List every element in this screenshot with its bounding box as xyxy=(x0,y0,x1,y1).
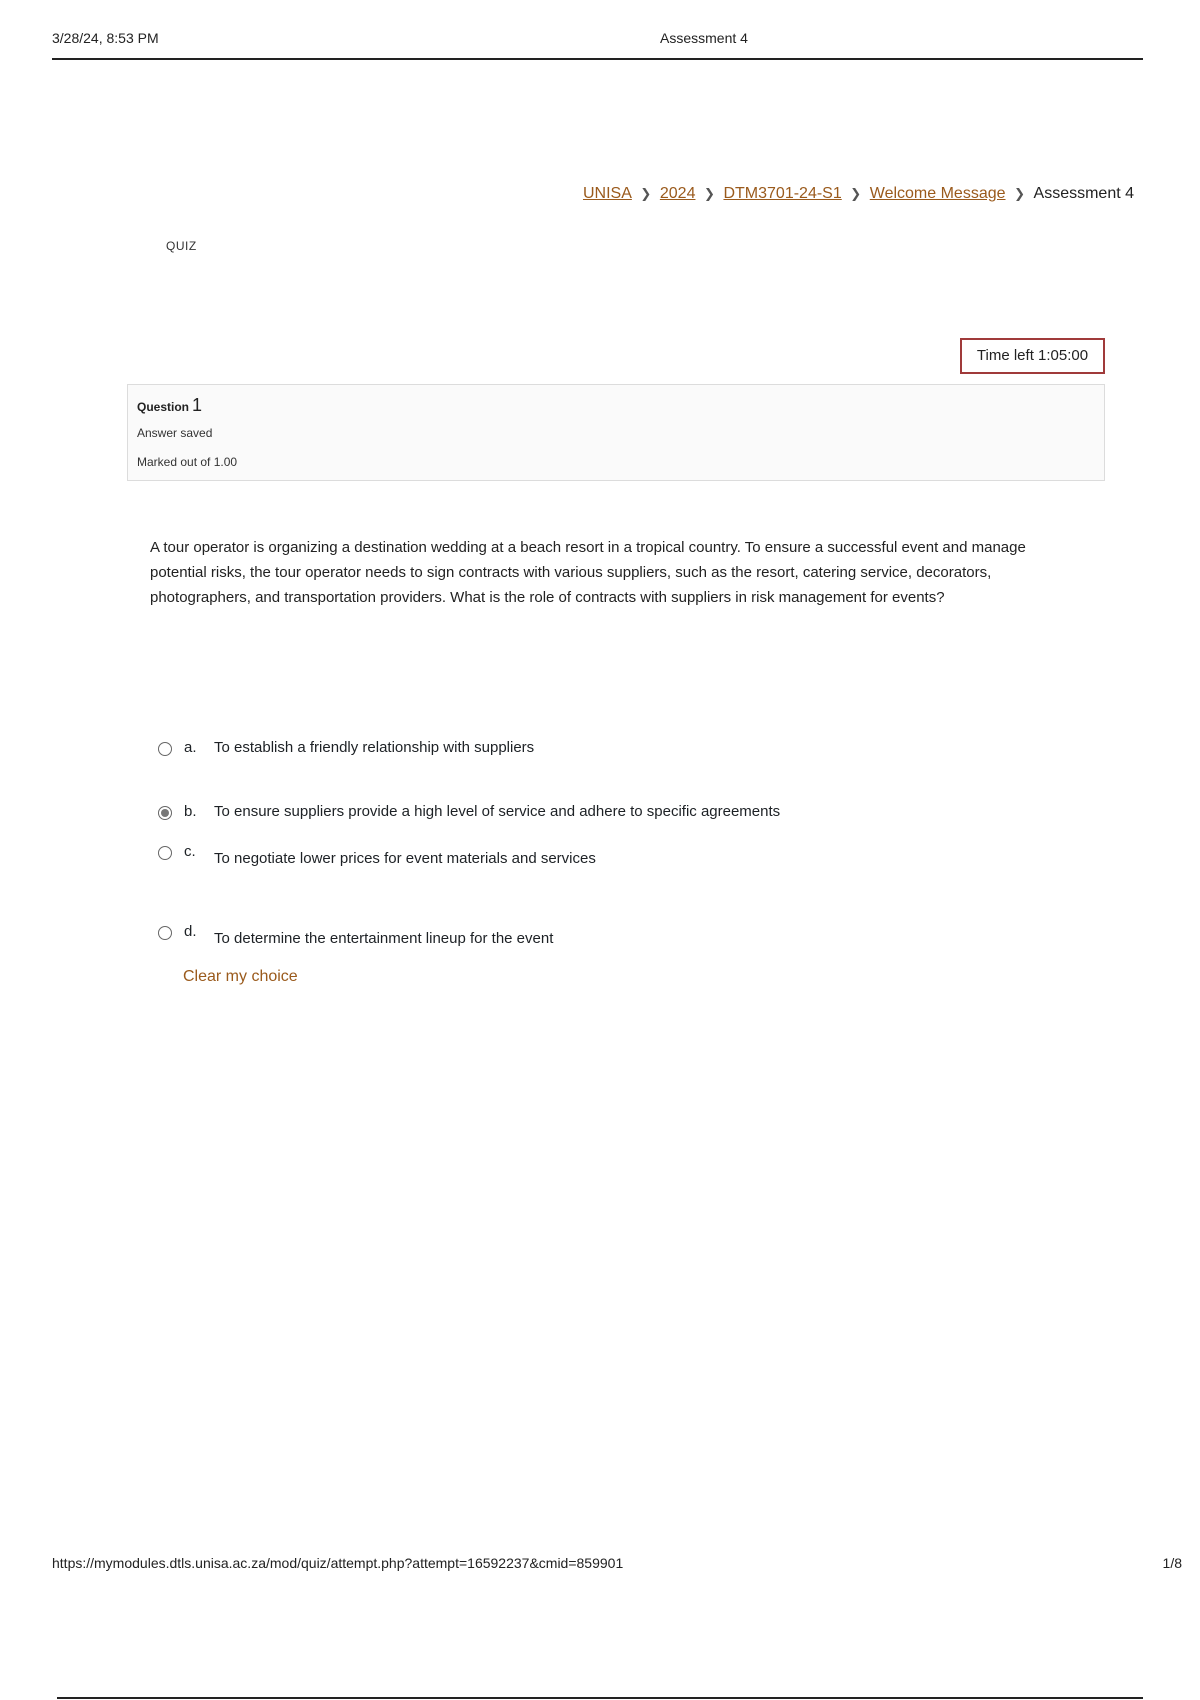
question-state: Answer saved xyxy=(137,426,213,440)
answer-text[interactable]: To ensure suppliers provide a high level of service and adhere to specific agreements xyxy=(214,803,781,820)
radio-button-b[interactable] xyxy=(158,806,172,820)
answer-letter: b. xyxy=(184,803,197,820)
question-grade: Marked out of 1.00 xyxy=(137,455,238,469)
radio-button-a[interactable] xyxy=(158,742,172,756)
print-title: Assessment 4 xyxy=(660,30,748,46)
chevron-right-icon: ❯ xyxy=(850,186,862,201)
breadcrumb-link-2024[interactable]: 2024 xyxy=(659,185,696,202)
question-number xyxy=(137,395,202,416)
print-date: 3/28/24, 8:53 PM xyxy=(52,30,159,46)
radio-button-d[interactable] xyxy=(158,926,172,940)
breadcrumb-link-module[interactable]: DTM3701-24-S1 xyxy=(723,185,842,202)
answer-option-d[interactable] xyxy=(158,920,1058,950)
answer-option-a[interactable] xyxy=(158,736,1058,766)
bottom-divider xyxy=(57,1697,1143,1699)
answer-text[interactable]: To establish a friendly relationship with suppliers xyxy=(214,739,535,756)
breadcrumb xyxy=(583,185,1134,203)
question-info-box xyxy=(127,384,1105,481)
question-label: Question xyxy=(137,400,190,414)
breadcrumb-current: Assessment 4 xyxy=(1033,185,1134,202)
clear-my-choice-link[interactable]: Clear my choice xyxy=(183,968,298,985)
answer-letter: c. xyxy=(184,843,196,860)
radio-button-c[interactable] xyxy=(158,846,172,860)
answer-letter: d. xyxy=(184,923,197,940)
answer-option-b[interactable] xyxy=(158,800,1058,830)
print-header xyxy=(52,28,1143,60)
answer-text[interactable]: To negotiate lower prices for event materials and services xyxy=(214,850,596,867)
answer-option-c[interactable] xyxy=(158,840,1058,870)
breadcrumb-link-welcome-message[interactable]: Welcome Message xyxy=(869,185,1006,202)
page-type-label: QUIZ xyxy=(166,239,197,253)
answer-letter: a. xyxy=(184,739,197,756)
answer-text[interactable]: To determine the entertainment lineup for the event xyxy=(214,930,554,947)
print-page-number: 1/8 xyxy=(1162,1555,1182,1571)
chevron-right-icon: ❯ xyxy=(640,186,652,201)
question-number-value: 1 xyxy=(192,395,203,415)
chevron-right-icon: ❯ xyxy=(704,186,715,201)
chevron-right-icon: ❯ xyxy=(1014,186,1025,201)
question-text: A tour operator is organizing a destination wedding at a beach resort in a tropical country. To ensure a successful event and manage potential risks, the tour operator needs to sign contracts with various suppliers, such as the resort, catering service, decorators, photographers, and transportation providers. What is the role of contracts with suppliers in risk management for events? xyxy=(150,539,1026,606)
print-url: https://mymodules.dtls.unisa.ac.za/mod/quiz/attempt.php?attempt=16592237&cmid=859901 xyxy=(52,1555,624,1571)
breadcrumb-link-unisa[interactable]: UNISA xyxy=(582,185,632,202)
quiz-timer: Time left 1:05:00 xyxy=(960,338,1105,374)
